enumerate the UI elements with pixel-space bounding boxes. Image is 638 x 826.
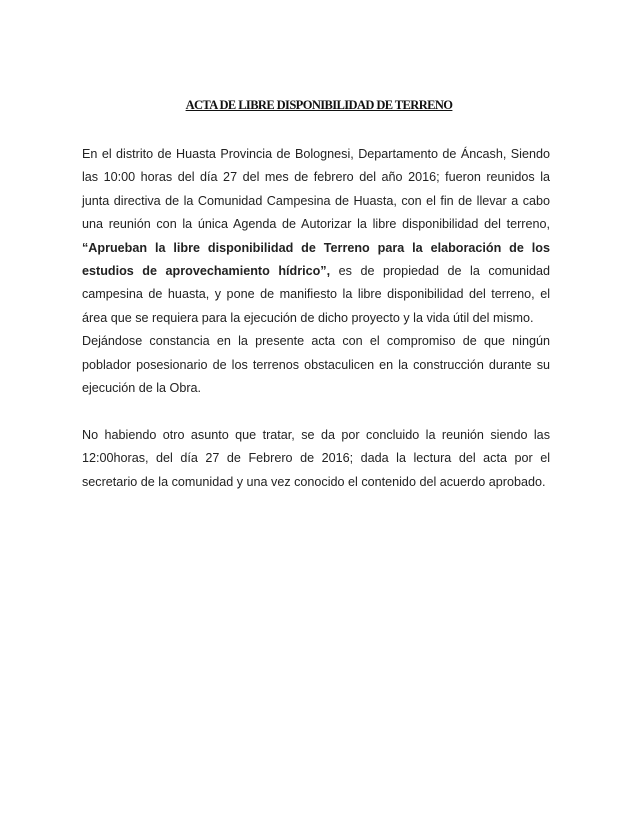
paragraph-spacer	[82, 400, 550, 423]
paragraph-intro-bold-quote: “Aprueban la libre disponibilidad de Terreno para la elaboración de los estudios de aprovechamiento hídrico”,	[82, 240, 550, 279]
paragraph-intro-rest: es de propiedad de la comunidad campesina de huasta, y pone de manifiesto la libre disponibilidad del terreno, el área que se requiera para la ejecución de dicho proyecto y la vida útil del mismo.	[82, 264, 550, 325]
paragraph-closing: No habiendo otro asunto que tratar, se da por concluido la reunión siendo las 12:00horas, del día 27 de Febrero de 2016; dada la lectura del acta por el secretario de la comunidad y una vez conocido el contenido del acuerdo aprobado.	[82, 427, 550, 489]
paragraph-intro-text: En el distrito de Huasta Provincia de Bolognesi, Departamento de Áncash, Siendo las 10:00 horas del día 27 del mes de febrero del año 2016; fueron reunidos la junta directiva de la Comunidad Campesina de Huasta, con el fin de llevar a cabo una reunión con la única Agenda de Autorizar la libre disponibilidad del terreno,	[82, 147, 550, 232]
paragraph-intro	[82, 143, 550, 330]
document-title: ACTA DE LIBRE DISPONIBILIDAD DE TERRENO	[185, 98, 453, 112]
document-body	[82, 143, 550, 494]
paragraph-commitment: Dejándose constancia en la presente acta con el compromiso de que ningún poblador posesionario de los terrenos obstaculicen en la construcción durante su ejecución de la Obra.	[82, 334, 550, 396]
